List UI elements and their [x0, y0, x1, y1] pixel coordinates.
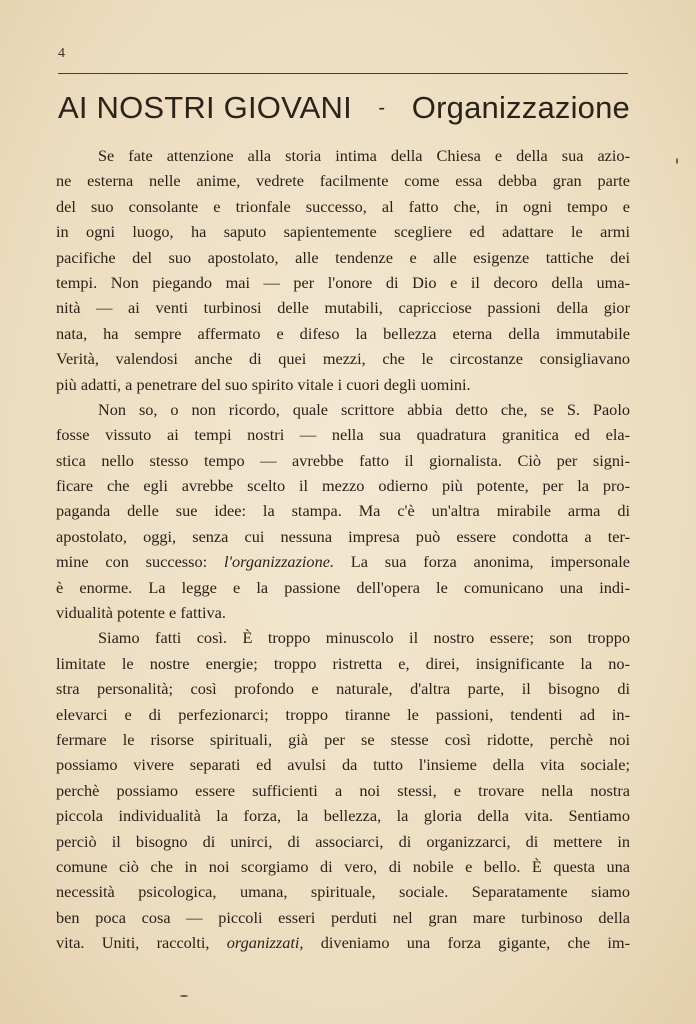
text-segment: pacifiche del suo apostolato, alle tendenze e alle esigenze tattiche dei: [56, 247, 630, 267]
text-line: [56, 219, 630, 244]
text-segment: Se fate attenzione alla storia intima della Chiesa e della sua azio-: [98, 146, 630, 165]
article-body: [56, 143, 630, 956]
text-segment: è enorme. La legge e la passione dell'opera le comunicano una indi-: [56, 577, 630, 597]
text-line: [56, 905, 630, 930]
heading-title: AI NOSTRI GIOVANI: [58, 90, 352, 125]
text-segment: ficare che egli avrebbe scelto il mezzo odierno più potente, per la pro-: [56, 476, 630, 496]
text-segment: perciò il bisogno di unirci, di associarci, di organizzarci, di mettere in: [56, 831, 630, 851]
text-line: [56, 498, 630, 523]
text-line: [56, 778, 630, 803]
text-segment: vidualità potente e fattiva.: [56, 603, 226, 623]
header-rule: [58, 73, 628, 74]
text-line: [56, 803, 630, 828]
text-line: [56, 168, 630, 193]
text-segment: diveniamo una forza gigante, che im-: [303, 933, 630, 953]
text-line: [56, 752, 630, 777]
heading-subtitle: Organizzazione: [411, 90, 630, 125]
text-segment: in ogni luogo, ha saputo sapientemente scegliere ed adattare le armi: [56, 222, 630, 242]
text-line: [56, 702, 630, 727]
text-line: [56, 422, 630, 447]
text-line: [56, 575, 630, 600]
text-line: [56, 448, 630, 473]
text-segment: fermare le risorse spirituali, già per se stesse così ridotte, perchè noi: [56, 729, 630, 749]
text-line: [56, 473, 630, 498]
article-heading: [58, 88, 630, 132]
text-segment: ben poca cosa — piccoli esseri perduti nel gran mare turbinoso della: [56, 907, 630, 927]
text-line: [56, 346, 630, 371]
text-segment: fosse vissuto ai tempi nostri — nella sua quadratura granitica ed ela-: [56, 425, 630, 445]
text-line: [56, 321, 630, 346]
text-segment: paganda delle sue idee: la stampa. Ma c'è un'altra mirabile arma di: [56, 501, 630, 521]
text-segment: perchè possiamo essere sufficienti a noi stessi, e trovare nella nostra: [56, 780, 630, 800]
text-line: [56, 524, 630, 549]
text-segment: piccola individualità la forza, la bellezza, la gloria della vita. Sentiamo: [56, 806, 630, 826]
text-segment: Non so, o non ricordo, quale scrittore abbia detto che, se S. Paolo: [98, 399, 630, 419]
text-segment: stra personalità; così profondo e naturale, d'altra parte, il bisogno di: [56, 679, 630, 699]
text-segment: ne esterna nelle anime, vedrete facilmente come essa debba gran parte: [56, 171, 630, 191]
text-segment: vita. Uniti, raccolti,: [56, 933, 227, 953]
text-segment: stica nello stesso tempo — avrebbe fatto il giornalista. Ciò per signi-: [56, 450, 630, 470]
text-segment: nità — ai venti turbinosi delle mutabili, capricciose passioni della gior: [56, 298, 630, 318]
text-segment: mine con successo:: [56, 552, 224, 572]
paper-speck: [676, 158, 678, 164]
text-line: [56, 549, 630, 574]
text-line: [56, 270, 630, 295]
heading-separator: -: [378, 97, 386, 119]
text-line: [56, 879, 630, 904]
text-segment: limitate le nostre energie; troppo ristretta e, direi, insignificante la no-: [56, 653, 630, 673]
page-number: 4: [58, 46, 65, 61]
text-line: [56, 295, 630, 320]
paper-speck: [180, 995, 188, 997]
text-segment: tempi. Non piegando mai — per l'onore di Dio e il decoro della uma-: [56, 272, 630, 292]
text-segment: elevarci e di perfezionarci; troppo tiranne le passioni, tendenti ad in-: [56, 704, 630, 724]
text-segment: più adatti, a penetrare del suo spirito vitale i cuori degli uomini.: [56, 374, 471, 394]
italic-term: l'organizzazione.: [223, 552, 335, 572]
text-line: [56, 930, 630, 955]
text-segment: del suo consolante e trionfale successo, al fatto che, in ogni tempo e: [56, 196, 630, 216]
text-segment: Siamo fatti così. È troppo minuscolo il nostro essere; son troppo: [98, 628, 630, 648]
text-segment: necessità psicologica, umana, spirituale, sociale. Separatamente siamo: [56, 882, 630, 902]
text-segment: possiamo vivere separati ed avulsi da tutto l'insieme della vita sociale;: [56, 755, 630, 775]
text-line: [56, 625, 630, 650]
text-segment: nata, ha sempre affermato e difeso la bellezza eterna della immutabile: [56, 323, 630, 343]
text-segment: Verità, valendosi anche di quei mezzi, che le circostanze consigliavano: [56, 349, 630, 369]
text-line: [56, 372, 630, 397]
text-line: [56, 397, 630, 422]
text-line: [56, 829, 630, 854]
text-line: [56, 143, 630, 168]
text-segment: La sua forza anonima, impersonale: [334, 552, 630, 572]
text-line: [56, 676, 630, 701]
italic-term: organizzati,: [226, 933, 304, 953]
text-line: [56, 854, 630, 879]
text-segment: apostolato, oggi, senza cui nessuna impresa può essere condotta a ter-: [56, 526, 630, 546]
text-line: [56, 727, 630, 752]
text-line: [56, 245, 630, 270]
text-line: [56, 651, 630, 676]
text-line: [56, 600, 630, 625]
text-line: [56, 194, 630, 219]
text-segment: comune ciò che in noi scorgiamo di vero, di nobile e bello. È questa una: [56, 856, 630, 876]
